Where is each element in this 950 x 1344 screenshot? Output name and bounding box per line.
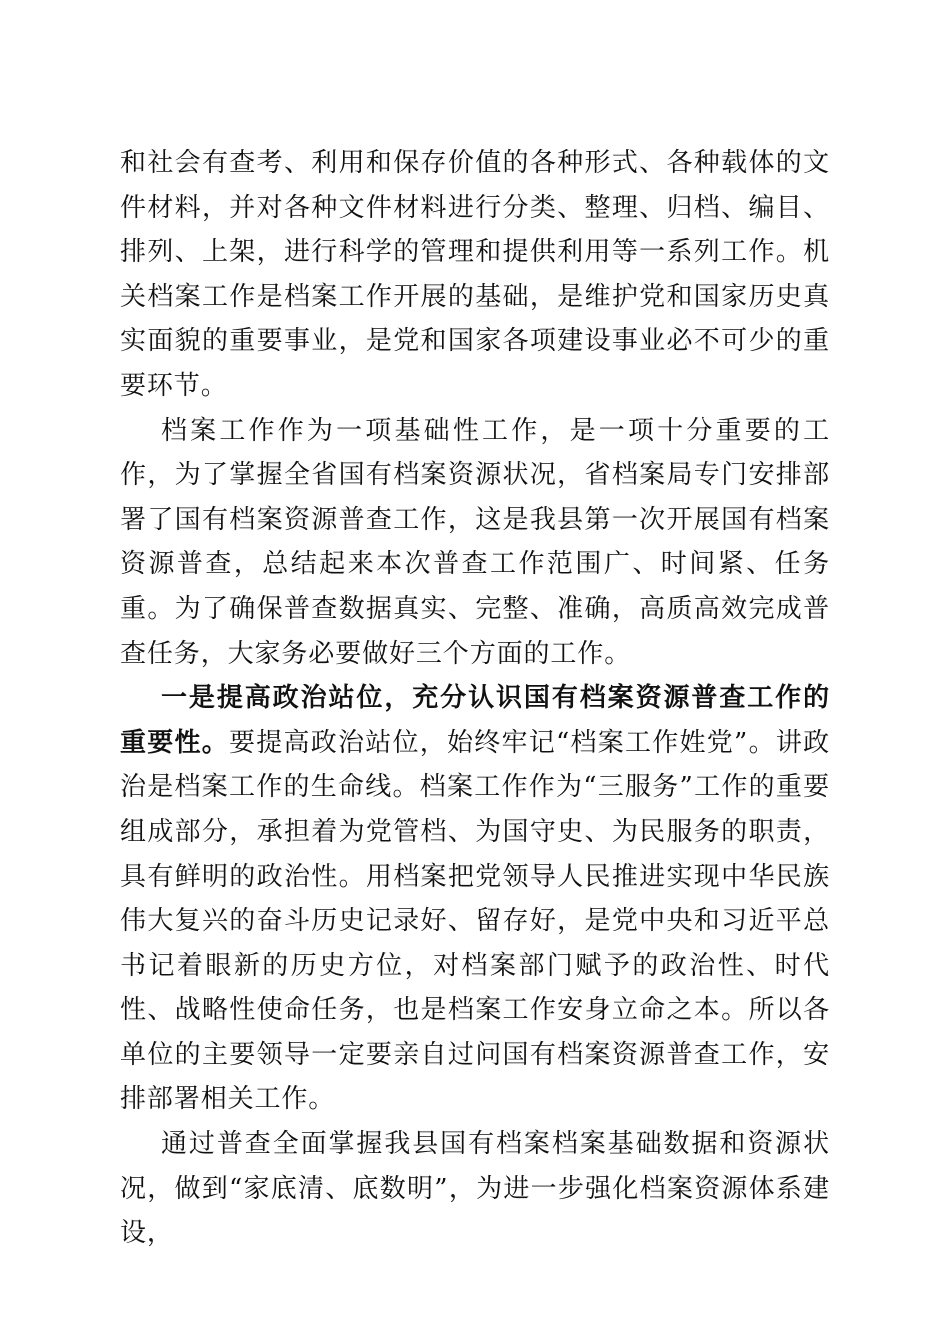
paragraph-continuation: 和社会有查考、利用和保存价值的各种形式、各种载体的文件材料，并对各种文件材料进行分类、整理、归档、编目、排列、上架，进行科学的管理和提供利用等一系列工作。机关档案工作是档案工作开展的基础，是维护党和国家历史真实面貌的重要事业，是党和国家各项建设事业必不可少的重要环节。 — [120, 148, 830, 401]
paragraph-archive-work-importance: 档案工作作为一项基础性工作，是一项十分重要的工作，为了掌握全省国有档案资源状况，省档案局专门安排部署了国有档案资源普查工作，这是我县第一次开展国有档案资源普查，总结起来本次普查工作范围广、时间紧、任务重。为了确保普查数据真实、完整、准确，高质高效完成普查任务，大家务必要做好三个方面的工作。 — [120, 415, 830, 669]
paragraph-census-goal: 通过普查全面掌握我县国有档案档案基础数据和资源状况，做到“家底清、底数明”，为进一步强化档案资源体系建设， — [120, 1129, 830, 1249]
paragraph-political-standing — [120, 676, 830, 1122]
paragraph-body: 要提高政治站位，始终牢记“档案工作姓党”。讲政治是档案工作的生命线。档案工作作为“三服务”工作的重要组成部分，承担着为党管档、为国守史、为民服务的职责，具有鲜明的政治性。用档案把党领导人民推进实现中华民族伟大复兴的奋斗历史记录好、留存好，是党中央和习近平总书记着眼新的历史方位，对档案部门赋予的政治性、时代性、战略性使命任务，也是档案工作安身立命之本。所以各单位的主要领导一定要亲自过问国有档案资源普查工作，安排部署相关工作。 — [120, 727, 830, 1115]
body-text — [120, 141, 830, 1256]
paragraph-heading: 一是提高政治站位，充分认识国有档案资源普查工作的重要性。 — [120, 683, 830, 758]
